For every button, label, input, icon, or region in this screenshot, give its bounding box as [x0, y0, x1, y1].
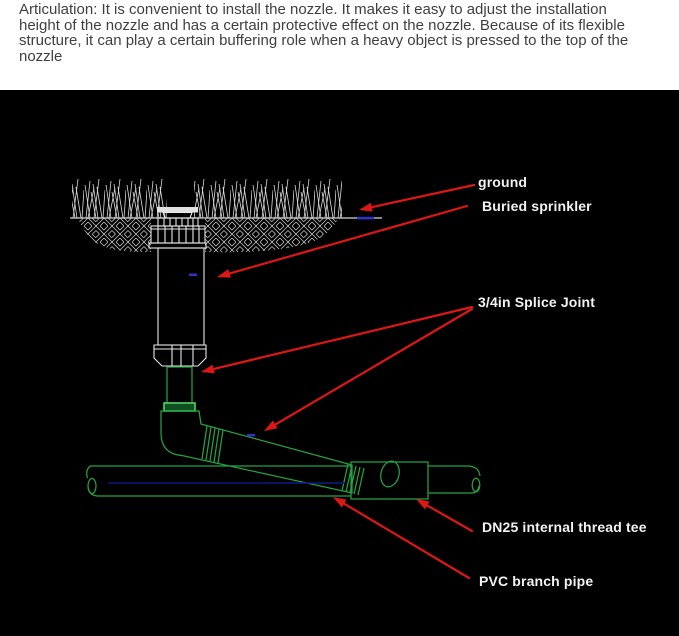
- soil-hatch-right: [205, 218, 338, 252]
- elbow-and-diagonal-pipe: [161, 411, 352, 493]
- description-line: nozzle: [19, 47, 63, 65]
- cad-drawing: [0, 90, 679, 636]
- arrow-splice-joint-diagonal: [264, 309, 472, 431]
- thread-hatch-tee: [342, 464, 364, 495]
- arrow-tee: [416, 499, 472, 531]
- pipe-end-arc: [378, 459, 402, 489]
- description-line: structure, it can play a certain buffering role when a heavy object is pressed to the top of the: [19, 32, 629, 49]
- description-line: Articulation: It is convenient to install the nozzle. It makes it easy to adjust the installation: [19, 1, 607, 18]
- branch-pipe-end: [88, 479, 96, 494]
- sprinkler-base-cap: [154, 345, 206, 366]
- snap-marker-sprinkler: [189, 274, 197, 277]
- snap-marker-ground: [357, 217, 374, 220]
- description-line: height of the nozzle and has a certain protective effect on the nozzle. Because of its flexible: [19, 16, 625, 34]
- grass-right: [194, 178, 342, 218]
- branch-pipe: [87, 466, 351, 496]
- arrow-ground: [359, 185, 474, 212]
- pipe-coupling: [164, 403, 195, 411]
- riser-pipe: [167, 367, 192, 407]
- grass-left: [72, 178, 167, 218]
- arrow-splice-joint-riser: [201, 307, 472, 373]
- tee-fitting: [351, 462, 428, 499]
- label-splice-joint: 3/4in Splice Joint: [478, 294, 596, 310]
- soil-hatch-left: [78, 218, 151, 252]
- thread-hatch-elbow: [202, 426, 223, 463]
- diagram-panel: [0, 90, 679, 636]
- description-text: [19, 2, 669, 64]
- label-buried-sprinkler: Buried sprinkler: [482, 198, 592, 214]
- sprinkler-body: [158, 248, 204, 345]
- snap-marker-pipe: [247, 434, 255, 436]
- tee-outlet-pipe: [428, 466, 480, 493]
- label-ground: ground: [478, 174, 528, 190]
- label-tee: DN25 internal thread tee: [482, 519, 647, 535]
- label-branch-pipe: PVC branch pipe: [479, 573, 594, 589]
- sprinkler-collar: [149, 218, 206, 248]
- arrow-branch-pipe: [333, 497, 469, 578]
